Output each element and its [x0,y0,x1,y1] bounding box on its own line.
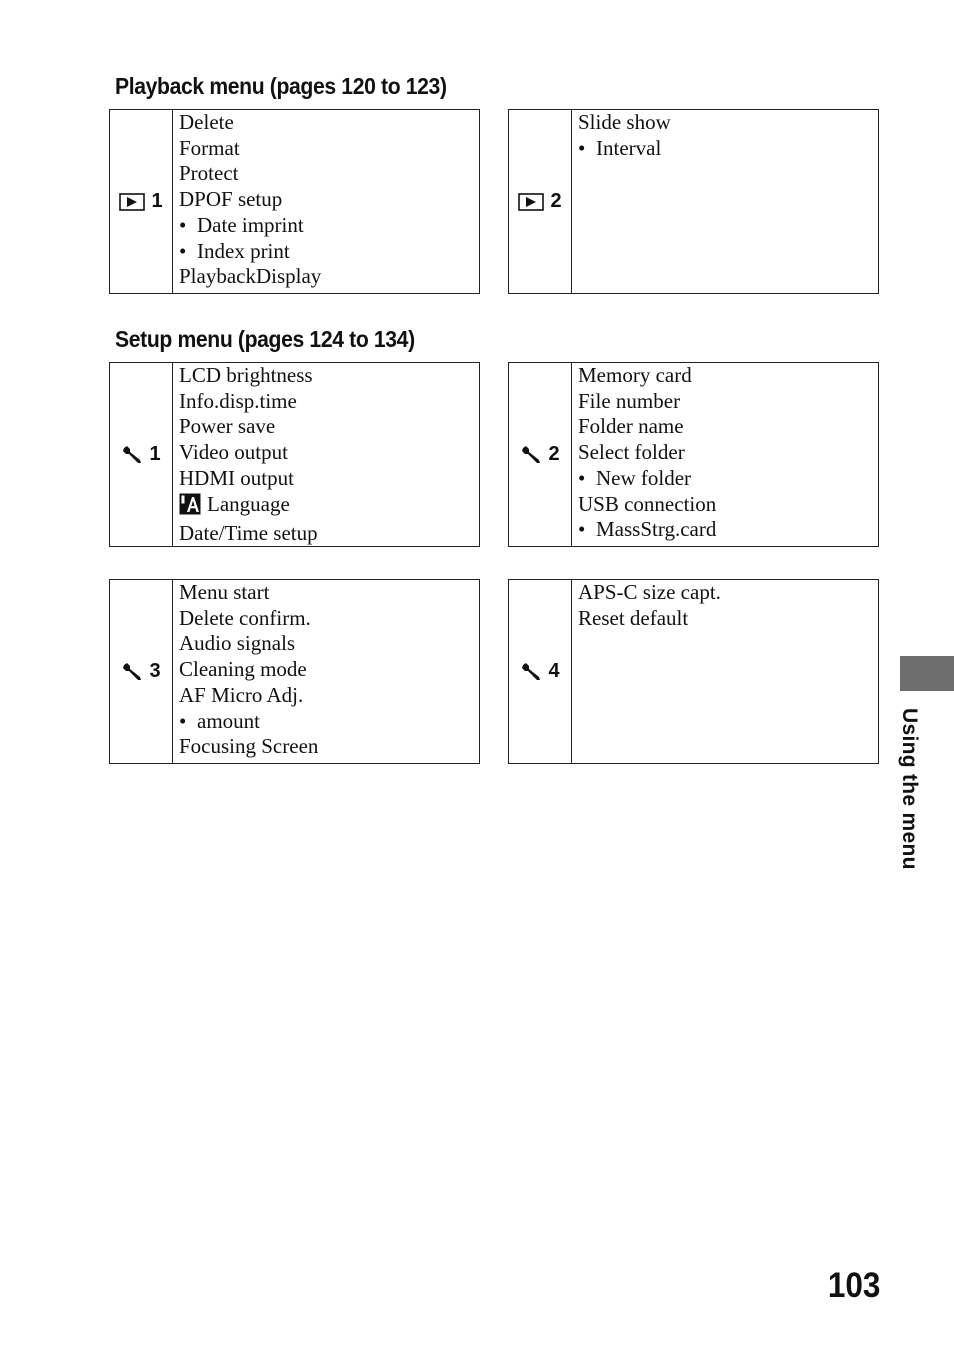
menu-item-text: Format [179,135,240,160]
menu-item [179,363,318,389]
menu-tab-label [509,363,572,546]
menu-item-text: LCD brightness [179,363,313,387]
menu-item [179,580,318,606]
menu-box-setup-4 [508,579,879,764]
menu-item [179,264,321,290]
menu-item-text: Select folder [578,440,685,465]
menu-item [179,440,318,466]
menu-sub-item [179,213,321,239]
menu-item-text: HDMI output [179,465,294,490]
menu-item-list [572,110,671,293]
setup-section-title: Setup menu (pages 124 to 134) [115,326,415,352]
menu-item [179,492,318,522]
menu-sub-item [179,239,321,265]
menu-item-text: Reset default [578,605,689,630]
menu-item [179,466,318,492]
menu-item [578,580,721,606]
menu-item-text: Delete [179,110,234,134]
menu-item [578,414,716,440]
menu-item [179,606,318,632]
menu-item-text: Memory card [578,363,692,387]
menu-box-setup-2 [508,362,879,547]
playback-icon [518,193,544,211]
menu-item [578,110,671,136]
menu-tab-label [110,580,173,763]
wrench-icon [520,662,542,682]
menu-tab-label [110,110,173,293]
menu-box-setup-1 [109,362,480,547]
menu-item-text: Protect [179,161,239,186]
language-icon [179,493,201,522]
menu-item-list [572,580,721,763]
menu-sub-item [179,709,318,735]
tab-number: 3 [149,660,161,682]
menu-item-text: USB connection [578,491,717,516]
chapter-tab-label: Using the menu [898,708,921,870]
menu-item-text: AF Micro Adj. [179,682,304,707]
menu-item-text: PlaybackDisplay [179,264,322,289]
menu-tab-label [110,363,173,546]
menu-item [179,389,318,415]
menu-box-playback-1 [109,109,480,294]
menu-item-list [173,110,321,293]
menu-item-text: Folder name [578,414,684,439]
menu-item-list [173,580,318,763]
menu-item-text: Slide show [578,110,671,134]
page-number: 103 [827,1266,880,1305]
menu-item [578,492,716,518]
menu-item [179,683,318,709]
tab-number: 1 [151,190,163,212]
menu-item [179,631,318,657]
menu-sub-item [578,136,671,162]
menu-item [179,414,318,440]
menu-item-text: DPOF setup [179,187,283,212]
wrench-icon [121,445,143,465]
menu-item-list [173,363,318,546]
menu-sub-item [578,517,716,543]
menu-item [578,440,716,466]
menu-item [179,734,318,760]
menu-item-text: Audio signals [179,631,296,656]
menu-item [179,136,321,162]
menu-item-text: Focusing Screen [179,734,319,759]
menu-tab-label [509,580,572,763]
menu-item [179,161,321,187]
menu-item [179,110,321,136]
wrench-icon [121,662,143,682]
menu-item [179,521,318,547]
menu-item-text: Language [207,491,290,516]
playback-section-title: Playback menu (pages 120 to 123) [115,73,447,99]
wrench-icon [520,445,542,465]
menu-box-setup-3 [109,579,480,764]
menu-item-text: Index print [197,238,290,263]
menu-item [578,363,716,389]
menu-tab-label [509,110,572,293]
menu-item-text: Delete confirm. [179,605,311,630]
menu-item [179,187,321,213]
playback-icon [119,193,145,211]
menu-item-text: Cleaning mode [179,657,307,682]
menu-item [578,389,716,415]
menu-item-text: Power save [179,414,276,439]
chapter-tab-marker [900,656,954,691]
tab-number: 1 [149,443,161,465]
menu-item [578,606,721,632]
menu-item-text: APS-C size capt. [578,580,721,604]
menu-item-text: New folder [596,465,692,490]
menu-box-playback-2 [508,109,879,294]
menu-item-text: Info.disp.time [179,388,297,413]
tab-number: 2 [548,443,560,465]
menu-item-text: MassStrg.card [596,517,717,542]
menu-item [179,657,318,683]
menu-item-text: Date imprint [197,212,304,237]
menu-item-text: Video output [179,440,288,465]
tab-number: 2 [550,190,562,212]
tab-number: 4 [548,660,560,682]
menu-item-text: Menu start [179,580,270,604]
menu-item-text: Date/Time setup [179,521,318,546]
menu-sub-item [578,466,716,492]
menu-item-list [572,363,716,546]
menu-item-text: Interval [596,135,662,160]
menu-item-text: File number [578,388,681,413]
menu-item-text: amount [197,708,260,733]
